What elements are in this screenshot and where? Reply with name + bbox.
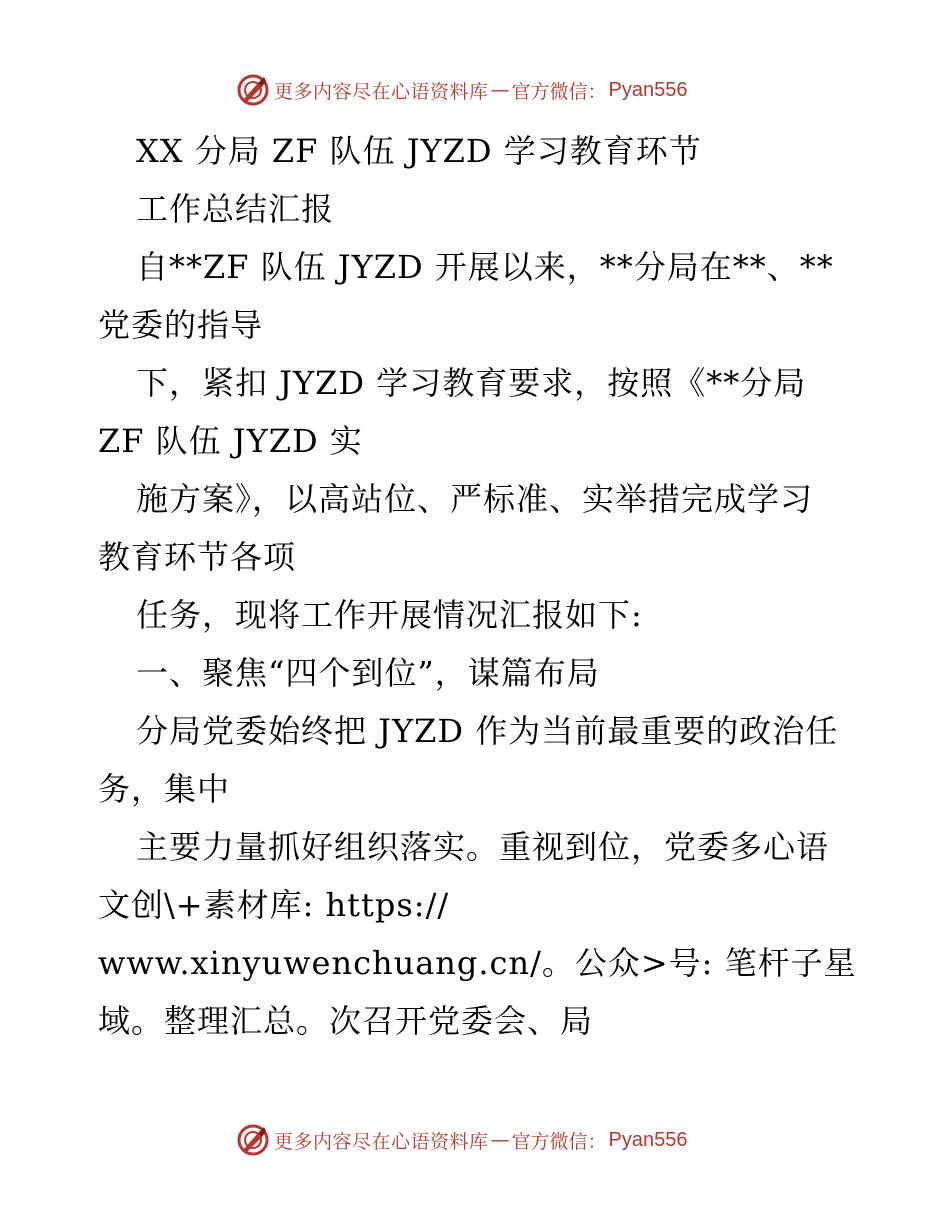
footer-watermark-banner xyxy=(236,1122,716,1158)
doc-line: 自**ZF 队伍 JYZD 开展以来，**分局在**、** xyxy=(136,248,834,286)
doc-line: 教育环节各项 xyxy=(98,538,297,576)
banner-promo-text: 更多内容尽在心语资料库 xyxy=(274,80,489,103)
banner-wechat-label: 官方微信： xyxy=(511,1130,607,1153)
doc-line: XX 分局 ZF 队伍 JYZD 学习教育环节 xyxy=(136,132,702,170)
pen-logo-icon xyxy=(236,73,270,107)
banner-promo-text: 更多内容尽在心语资料库 xyxy=(274,1130,489,1153)
doc-line: 下，紧扣 JYZD 学习教育要求，按照《**分局 xyxy=(136,364,807,402)
banner-dash: — xyxy=(490,79,510,101)
doc-line: 主要力量抓好组织落实。重视到位，党委多心语 xyxy=(136,828,830,866)
banner-wechat-label: 官方微信： xyxy=(511,80,607,103)
doc-line: 域。整理汇总。次召开党委会、局 xyxy=(98,1002,594,1040)
doc-line: 党委的指导 xyxy=(98,306,264,344)
doc-line: 工作总结汇报 xyxy=(136,190,335,228)
doc-line: ZF 队伍 JYZD 实 xyxy=(98,422,363,460)
doc-line: 一、聚焦“四个到位”，谋篇布局 xyxy=(136,654,600,692)
pen-logo-icon xyxy=(236,1123,270,1157)
banner-account: Pyan556 xyxy=(608,1128,688,1151)
doc-line: 施方案》，以高站位、严标准、实举措完成学习 xyxy=(136,480,814,518)
header-watermark-banner xyxy=(236,72,716,108)
doc-line: 文创\+素材库: https:// xyxy=(98,886,450,924)
banner-dash: — xyxy=(490,1129,510,1151)
doc-line: 务，集中 xyxy=(98,770,231,808)
doc-line: www.xinyuwenchuang.cn/。公众>号: 笔杆子星 xyxy=(98,944,857,982)
doc-line: 任务，现将工作开展情况汇报如下: xyxy=(136,596,643,634)
document-body xyxy=(98,122,858,1050)
banner-account: Pyan556 xyxy=(608,78,688,101)
doc-line: 分局党委始终把 JYZD 作为当前最重要的政治任 xyxy=(136,712,839,750)
